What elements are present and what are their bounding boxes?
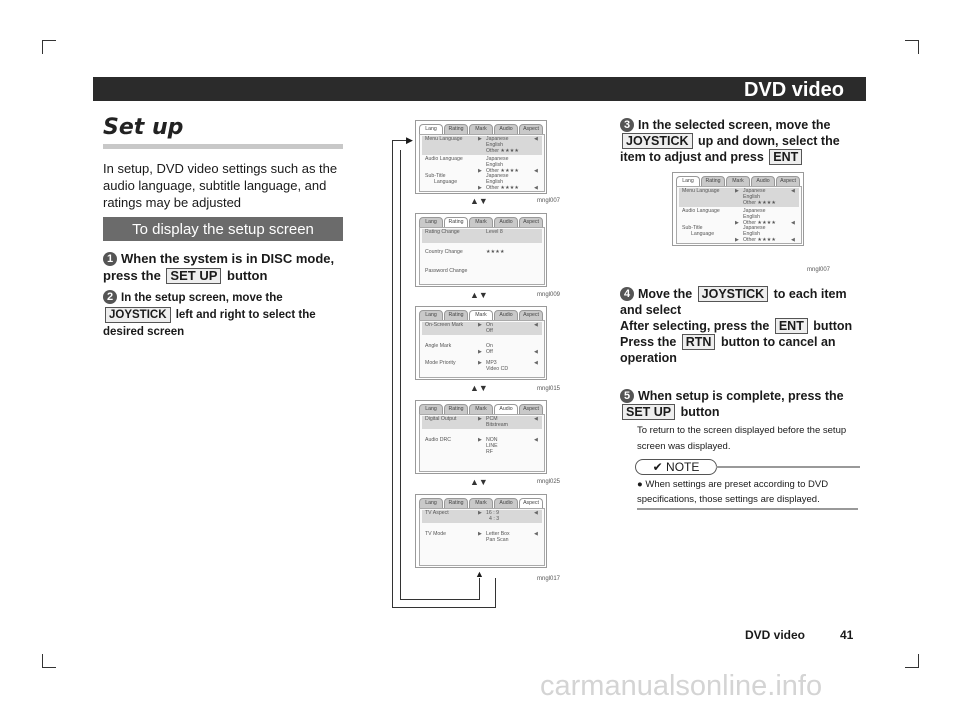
step-text: Move the <box>638 287 696 301</box>
settings-panel <box>419 414 545 472</box>
step-4 <box>620 286 860 366</box>
tab-aspect: Aspect <box>519 404 543 415</box>
setting-value: Other ★★★★ <box>743 200 777 206</box>
watermark: carmanualsonline.info <box>540 670 823 702</box>
setting-value: Letter Box <box>486 531 510 537</box>
setting-value: Off <box>486 349 493 355</box>
setting-value: Other ★★★★ <box>486 185 520 191</box>
right-arrow-icon: ▶ <box>735 188 739 194</box>
subheading: To display the setup screen <box>103 217 343 241</box>
setting-value: Other ★★★★ <box>743 220 777 226</box>
updown-arrow-icon: ▲▼ <box>470 290 488 300</box>
settings-panel <box>419 320 545 378</box>
header-bar <box>93 77 866 101</box>
setting-label: Menu Language <box>682 188 720 194</box>
left-arrow-icon: ◀ <box>534 136 538 142</box>
setting-label: Mode Priority <box>425 360 456 366</box>
right-arrow-icon: ▶ <box>478 349 482 355</box>
left-arrow-icon: ◀ <box>534 349 538 355</box>
setting-row <box>422 343 542 356</box>
step-number: 3 <box>620 118 634 132</box>
tab-aspect: Aspect <box>519 124 543 135</box>
tab-bar <box>419 124 544 133</box>
setting-row <box>422 268 542 278</box>
rating-screen <box>415 213 547 287</box>
left-arrow-icon: ◀ <box>534 416 538 422</box>
up-arrow-icon: ▲ <box>475 569 484 579</box>
tab-rating: Rating <box>444 310 468 321</box>
left-arrow-icon: ◀ <box>791 188 795 194</box>
loop-line <box>392 140 393 608</box>
step-text: to each item and select <box>620 287 847 317</box>
set-up-key: SET UP <box>166 268 221 284</box>
step-text: button <box>809 319 853 333</box>
updown-arrow-icon: ▲▼ <box>470 477 488 487</box>
setting-row <box>422 510 542 523</box>
tab-mark: Mark <box>469 124 493 135</box>
screen-caption: mngl017 <box>536 576 560 582</box>
tab-mark: Mark <box>469 498 493 509</box>
step-number: 1 <box>103 252 117 266</box>
loop-line <box>479 578 480 600</box>
crop-mark <box>918 654 919 668</box>
setting-value: Japanese <box>743 188 766 194</box>
setting-row <box>679 225 799 243</box>
step-1 <box>103 250 348 284</box>
tab-rating: Rating <box>701 176 725 187</box>
setting-value: Japanese <box>743 208 766 214</box>
tab-mark: Mark <box>469 404 493 415</box>
footer-label: DVD video <box>745 628 806 642</box>
setting-label: Password Change <box>425 268 468 274</box>
tab-rating: Rating <box>444 124 468 135</box>
step-number: 5 <box>620 389 634 403</box>
left-arrow-icon: ◀ <box>534 322 538 328</box>
crop-mark <box>905 40 919 41</box>
tab-aspect: Aspect <box>519 217 543 228</box>
right-arrow-icon: ▶ <box>478 531 482 537</box>
screen-caption: mngl015 <box>536 386 560 392</box>
setting-value: English <box>486 162 504 168</box>
lang-screen-small <box>672 172 804 246</box>
check-icon: ✔ <box>652 460 663 474</box>
step-2 <box>103 290 338 341</box>
right-arrow-icon: ▶ <box>478 136 482 142</box>
tab-bar <box>419 310 544 319</box>
right-arrow-icon: ▶ <box>478 360 482 366</box>
setting-label: Digital Output <box>425 416 457 422</box>
setting-value: English <box>486 142 504 148</box>
step-text: left and right to select the desired screen <box>103 309 316 338</box>
setting-value: Japanese <box>486 136 509 142</box>
setting-value: English <box>743 214 761 220</box>
setting-value: English <box>486 179 504 185</box>
setting-label: Audio Language <box>682 208 720 214</box>
tab-lang: Lang <box>419 498 443 509</box>
setting-row <box>422 156 542 174</box>
settings-panel <box>676 186 802 244</box>
tab-bar <box>419 404 544 413</box>
header-title: DVD video <box>743 79 844 101</box>
right-arrow-icon: ▶ <box>478 437 482 443</box>
tab-rating: Rating <box>444 498 468 509</box>
setting-value: Video CD <box>486 366 509 372</box>
tab-audio: Audio <box>494 310 518 321</box>
setting-value: PCM <box>486 416 498 422</box>
tab-aspect: Aspect <box>519 498 543 509</box>
step-text: button to cancel an operation <box>620 335 836 365</box>
setting-value: Japanese <box>743 225 766 231</box>
crop-mark <box>905 667 919 668</box>
title-underline <box>103 144 343 149</box>
setting-label: Country Change <box>425 249 463 255</box>
tab-mark: Mark <box>726 176 750 187</box>
step-5-detail: To return to the screen displayed before the setup screen was displayed. <box>637 425 847 452</box>
right-arrow-icon: ▶ <box>406 135 413 145</box>
setting-row <box>422 136 542 155</box>
crop-mark <box>42 40 43 54</box>
right-arrow-icon: ▶ <box>478 322 482 328</box>
joystick-key: JOYSTICK <box>105 307 171 323</box>
setting-value: 4 : 3 <box>489 516 500 522</box>
tab-lang: Lang <box>419 124 443 135</box>
bullet-icon: ● <box>637 479 643 490</box>
step-5 <box>620 388 860 420</box>
tab-mark: Mark <box>469 217 493 228</box>
left-arrow-icon: ◀ <box>534 437 538 443</box>
note-bullet: When settings are preset according to DVD specifications, those settings are displayed. <box>637 479 829 505</box>
step-text: button <box>223 268 268 283</box>
loop-line <box>392 607 496 608</box>
aspect-screen <box>415 494 547 568</box>
settings-panel <box>419 227 545 285</box>
note-label: NOTE <box>666 460 700 474</box>
right-arrow-icon: ▶ <box>735 220 739 226</box>
tab-audio: Audio <box>494 404 518 415</box>
tab-bar <box>419 217 544 226</box>
intro-text: In setup, DVD video settings such as the audio language, subtitle language, and ratings may be adjusted <box>103 161 338 210</box>
left-arrow-icon: ◀ <box>534 360 538 366</box>
right-arrow-icon: ▶ <box>735 237 739 243</box>
setting-row <box>422 322 542 335</box>
updown-arrow-icon: ▲▼ <box>470 383 488 393</box>
setting-label: Language <box>434 179 458 185</box>
mark-screen <box>415 306 547 380</box>
step-number: 2 <box>103 290 117 304</box>
set-up-key: SET UP <box>622 404 675 420</box>
setting-row <box>422 173 542 191</box>
tab-bar <box>676 176 801 185</box>
setting-value: MP3 <box>486 360 497 366</box>
setting-value: Japanese <box>486 156 509 162</box>
tab-rating: Rating <box>444 404 468 415</box>
screen-caption: mngl025 <box>536 479 560 485</box>
setting-row <box>422 416 542 429</box>
setting-label: TV Aspect <box>425 510 449 516</box>
setting-value: On <box>486 322 493 328</box>
step-text: In the setup screen, move the <box>121 292 283 304</box>
setting-label: Angle Mark <box>425 343 452 349</box>
right-arrow-icon: ▶ <box>478 168 482 174</box>
setting-value: English <box>743 231 761 237</box>
step-text: up and down, select the item to adjust and press <box>620 134 840 164</box>
setting-label: Audio DRC <box>425 437 451 443</box>
right-arrow-icon: ▶ <box>478 185 482 191</box>
tab-audio: Audio <box>494 124 518 135</box>
setting-value: RF <box>486 449 493 455</box>
tab-rating: Rating <box>444 217 468 228</box>
note-badge <box>635 459 717 475</box>
setting-value: 16 : 9 <box>486 510 499 516</box>
setting-value: NON <box>486 437 498 443</box>
step-text: In the selected screen, move the <box>638 118 831 132</box>
setting-label: Rating Change <box>425 229 460 235</box>
step-text: button <box>677 405 720 419</box>
tab-aspect: Aspect <box>776 176 800 187</box>
setting-value: Level 8 <box>486 229 503 235</box>
crop-mark <box>42 654 43 668</box>
left-arrow-icon: ◀ <box>791 220 795 226</box>
loop-line <box>400 150 401 600</box>
setting-value: Other ★★★★ <box>743 237 777 243</box>
note-text <box>637 477 859 507</box>
setting-value: Other ★★★★ <box>486 148 520 154</box>
step-text: When setup is complete, press the <box>638 389 844 403</box>
tab-audio: Audio <box>494 217 518 228</box>
step-text: After selecting, press the <box>620 319 773 333</box>
settings-panel <box>419 508 545 566</box>
setting-value: Pan Scan <box>486 537 509 543</box>
left-arrow-icon: ◀ <box>534 510 538 516</box>
loop-line <box>400 599 480 600</box>
step-text: Press the <box>620 335 680 349</box>
crop-mark <box>42 667 56 668</box>
setting-label: Audio Language <box>425 156 463 162</box>
left-arrow-icon: ◀ <box>534 185 538 191</box>
setting-label: Language <box>691 231 715 237</box>
tab-bar <box>419 498 544 507</box>
page-number: 41 <box>840 628 854 642</box>
setting-value: Japanese <box>486 173 509 179</box>
right-arrow-icon: ▶ <box>478 510 482 516</box>
joystick-key: JOYSTICK <box>622 133 693 149</box>
updown-arrow-icon: ▲▼ <box>470 196 488 206</box>
section-title: Set up <box>103 115 184 140</box>
tab-mark: Mark <box>469 310 493 321</box>
tab-audio: Audio <box>494 498 518 509</box>
setting-row <box>679 208 799 226</box>
tab-lang: Lang <box>419 217 443 228</box>
setting-value: Bitstream <box>486 422 508 428</box>
left-arrow-icon: ◀ <box>534 168 538 174</box>
setting-row <box>422 229 542 243</box>
ent-key: ENT <box>775 318 808 334</box>
setting-label: Menu Language <box>425 136 463 142</box>
setting-row <box>679 188 799 207</box>
lang-screen <box>415 120 547 194</box>
rtn-key: RTN <box>682 334 716 350</box>
tab-aspect: Aspect <box>519 310 543 321</box>
tab-lang: Lang <box>419 404 443 415</box>
step-number: 4 <box>620 287 634 301</box>
crop-mark <box>918 40 919 54</box>
step-3 <box>620 117 860 165</box>
setting-label: On-Screen Mark <box>425 322 464 328</box>
setting-value: On <box>486 343 493 349</box>
setting-row <box>422 360 542 373</box>
setting-value: ★★★★ <box>486 249 505 255</box>
crop-mark <box>42 40 56 41</box>
joystick-key: JOYSTICK <box>698 286 769 302</box>
audio-screen <box>415 400 547 474</box>
note-bottom-rule <box>637 508 858 510</box>
left-arrow-icon: ◀ <box>534 531 538 537</box>
setting-row <box>422 437 542 456</box>
setting-value: English <box>743 194 761 200</box>
step-text: When the system is in DISC mode, press the <box>103 251 335 283</box>
screen-caption: mngl007 <box>536 198 560 204</box>
tab-lang: Lang <box>676 176 700 187</box>
right-arrow-icon: ▶ <box>478 416 482 422</box>
settings-panel <box>419 134 545 192</box>
setting-value: Other ★★★★ <box>486 168 520 174</box>
setting-row <box>422 249 542 259</box>
setting-value: Off <box>486 328 493 334</box>
tab-lang: Lang <box>419 310 443 321</box>
setting-row <box>422 531 542 544</box>
note-divider <box>716 466 860 468</box>
loop-line <box>495 578 496 608</box>
setting-value: LINE <box>486 443 498 449</box>
screen-caption: mngl007 <box>806 267 830 273</box>
ent-key: ENT <box>769 149 802 165</box>
screen-caption: mngl009 <box>536 292 560 298</box>
tab-audio: Audio <box>751 176 775 187</box>
left-arrow-icon: ◀ <box>791 237 795 243</box>
setting-label: Sub-Title <box>682 225 703 231</box>
setting-label: TV Mode <box>425 531 447 537</box>
setting-label: Sub-Title <box>425 173 446 179</box>
